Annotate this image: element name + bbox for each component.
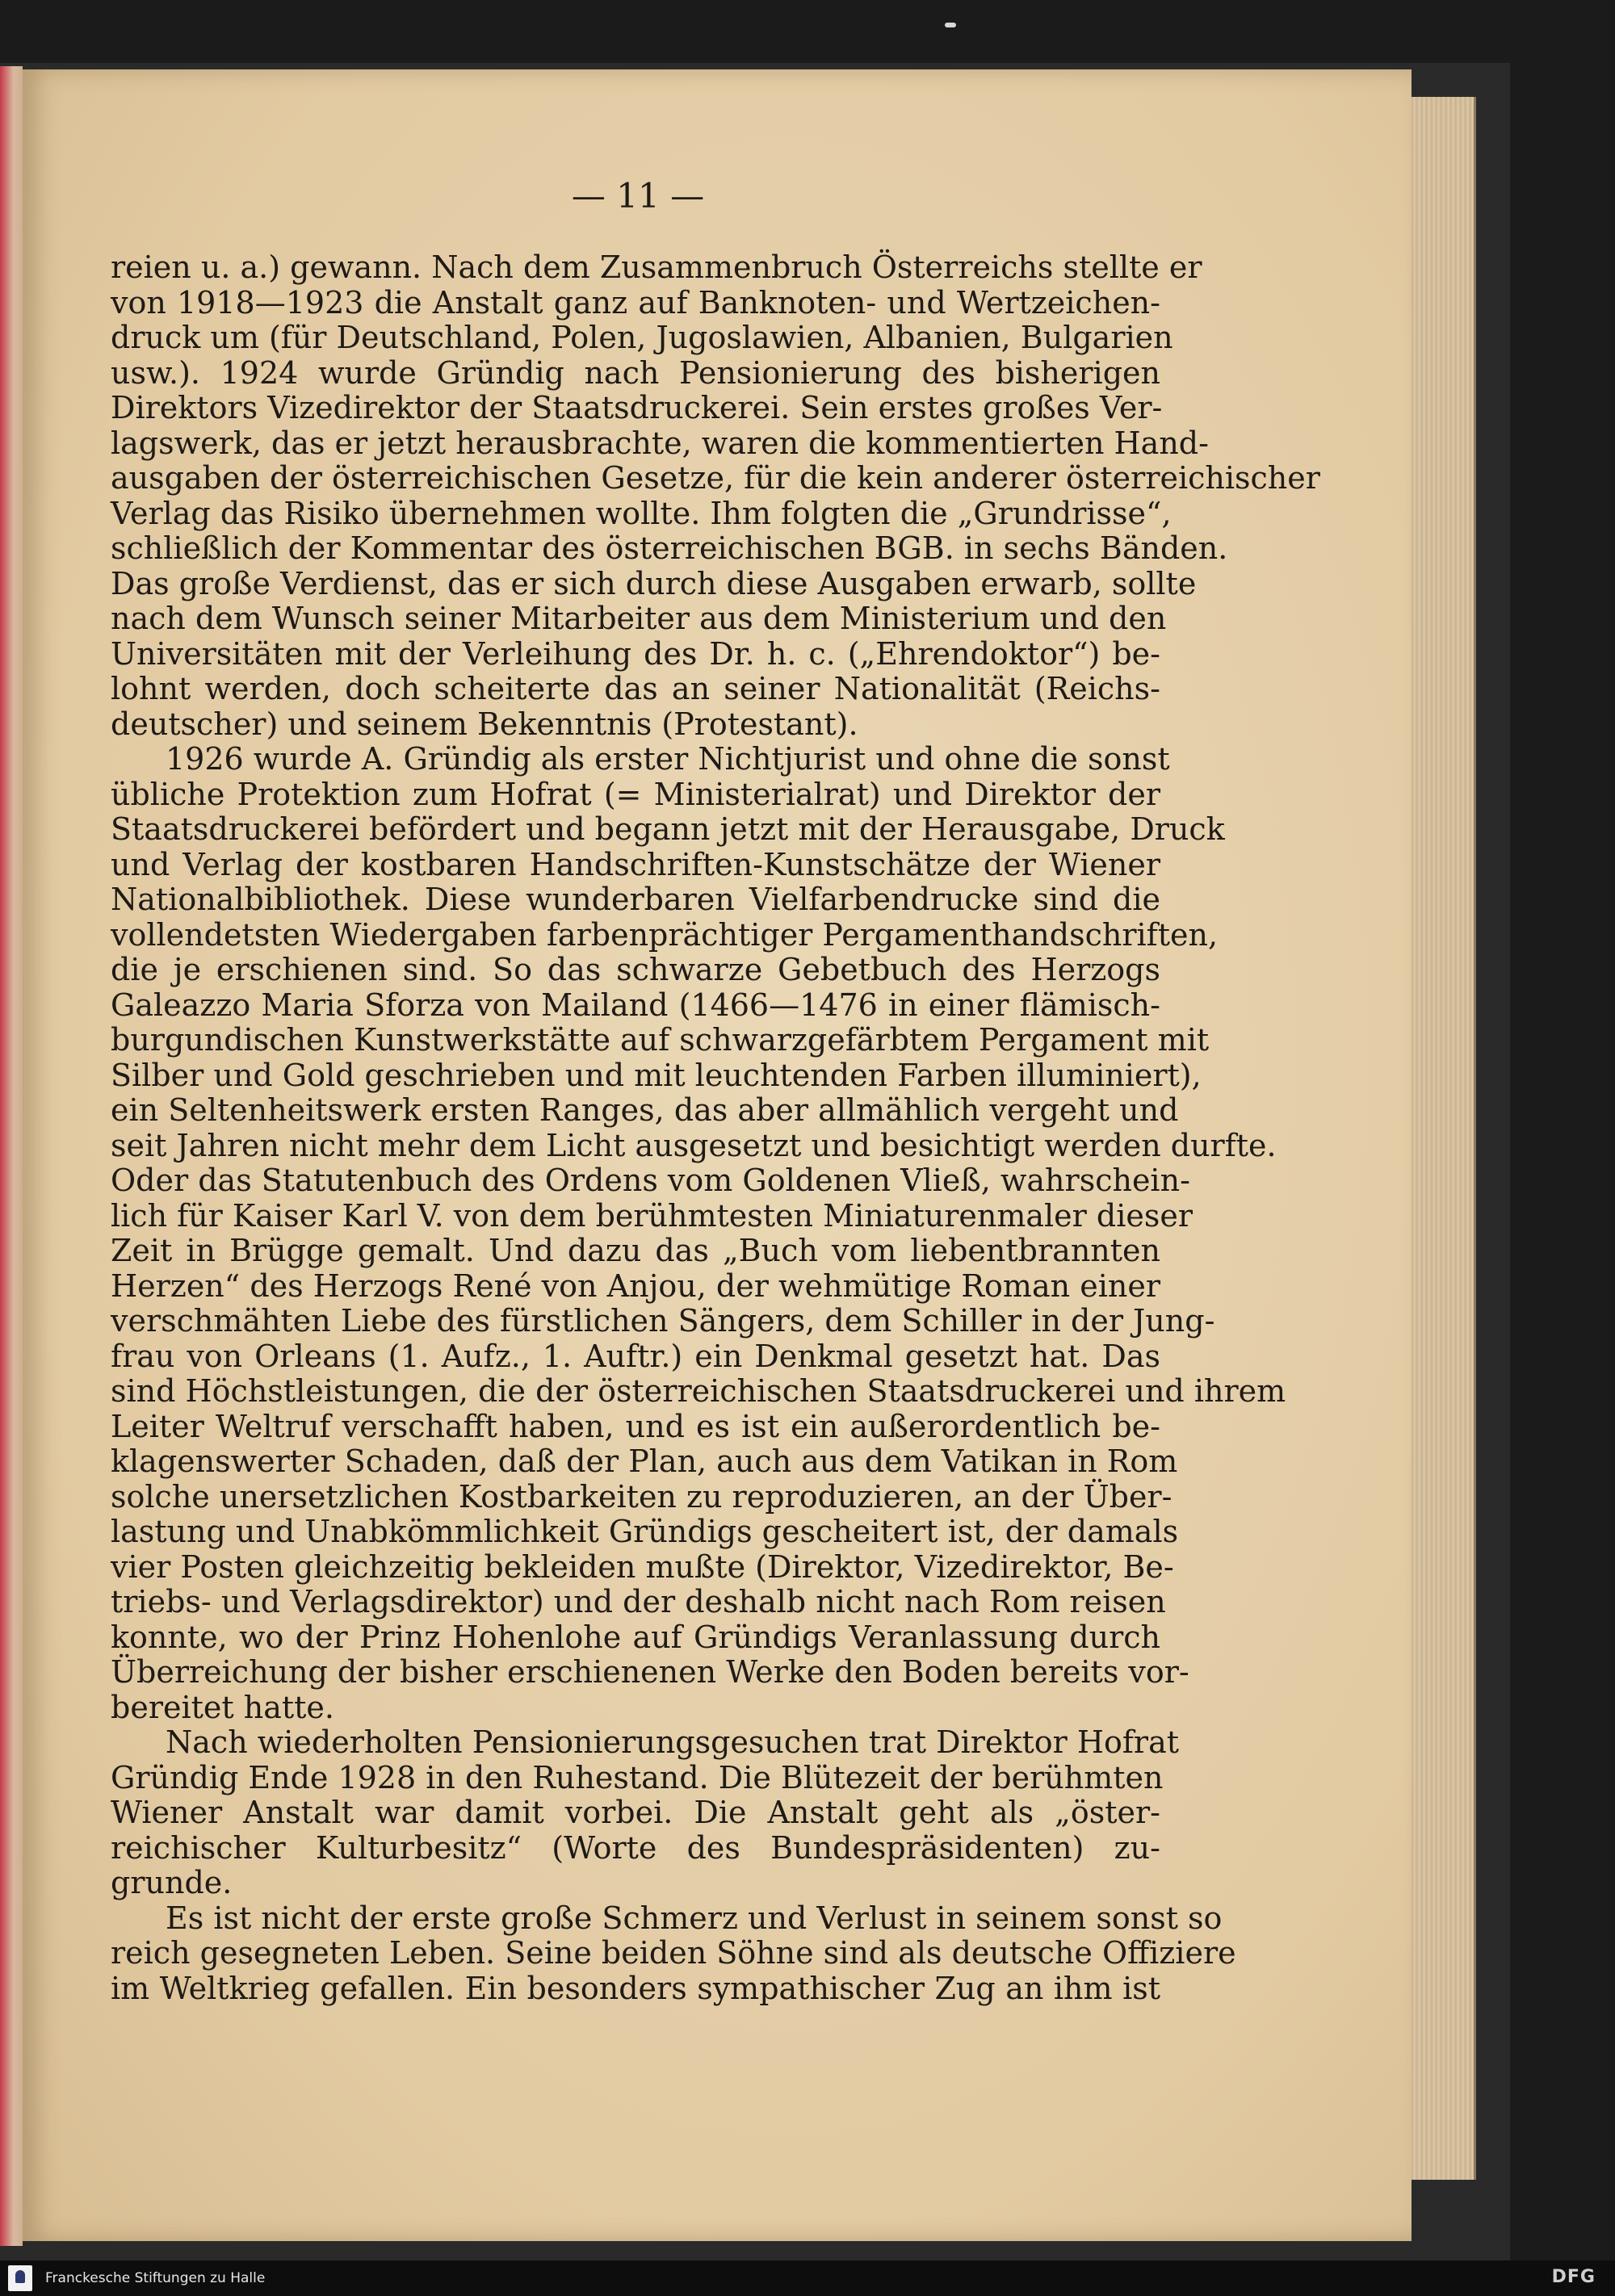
text-line: Zeit in Brügge gemalt. Und dazu das „Buch vom liebentbrannten xyxy=(111,1233,1160,1268)
text-line: lagswerk, das er jetzt herausbrachte, waren die kommentierten Hand- xyxy=(111,425,1209,461)
text-line: Gründig Ende 1928 in den Ruhestand. Die Blütezeit der berühmten xyxy=(111,1759,1164,1795)
text-line: Es ist nicht der erste große Schmerz und Verlust in seinem sonst so xyxy=(166,1900,1223,1936)
text-line: grunde. xyxy=(111,1865,233,1900)
text-line: ausgaben der österreichischen Gesetze, für die kein anderer österreichischer xyxy=(111,460,1320,496)
text-line: Staatsdruckerei befördert und begann jetzt mit der Herausgabe, Druck xyxy=(111,811,1225,847)
text-line: reien u. a.) gewann. Nach dem Zusammenbruch Österreichs stellte er xyxy=(111,249,1202,285)
text-line: solche unersetzlichen Kostbarkeiten zu reproduzieren, an der Über- xyxy=(111,1478,1172,1515)
text-line: lich für Kaiser Karl V. von dem berühmtesten Miniaturenmaler dieser xyxy=(111,1197,1193,1234)
text-line: Wiener Anstalt war damit vorbei. Die Anstalt geht als „öster- xyxy=(111,1795,1160,1830)
text-line: Nationalbibliothek. Diese wunderbaren Vielfarbendrucke sind die xyxy=(111,882,1160,917)
text-line: Direktors Vizedirektor der Staatsdruckerei. Sein erstes großes Ver- xyxy=(111,390,1163,425)
text-line: Das große Verdienst, das er sich durch diese Ausgaben erwarb, sollte xyxy=(111,565,1197,601)
text-line: frau von Orleans (1. Aufz., 1. Auftr.) ein Denkmal gesetzt hat. Das xyxy=(111,1338,1160,1374)
text-line: schließlich der Kommentar des österreichischen BGB. in sechs Bänden. xyxy=(111,530,1228,566)
text-line: lohnt werden, doch scheiterte das an seiner Nationalität (Reichs- xyxy=(111,671,1160,706)
text-line: bereitet hatte. xyxy=(111,1689,334,1725)
text-line: druck um (für Deutschland, Polen, Jugoslawien, Albanien, Bulgarien xyxy=(111,320,1173,355)
text-line: übliche Protektion zum Hofrat (= Ministerialrat) und Direktor der xyxy=(111,776,1160,812)
text-line: lastung und Unabkömmlichkeit Gründigs gescheitert ist, der damals xyxy=(111,1514,1179,1549)
text-line: triebs- und Verlagsdirektor) und der deshalb nicht nach Rom reisen xyxy=(111,1584,1166,1619)
text-line: burgundischen Kunstwerkstätte auf schwarzgefärbtem Pergament mit xyxy=(111,1022,1210,1058)
text-line: ein Seltenheitswerk ersten Ranges, das aber allmählich vergeht und xyxy=(111,1092,1179,1128)
text-line: verschmähten Liebe des fürstlichen Sängers, dem Schiller in der Jung- xyxy=(111,1303,1215,1339)
institution-name[interactable]: Franckesche Stiftungen zu Halle xyxy=(45,2270,266,2286)
text-line: sind Höchstleistungen, die der österreichischen Staatsdruckerei und ihrem xyxy=(111,1373,1286,1409)
text-line: reich gesegneten Leben. Seine beiden Söhne sind als deutsche Offiziere xyxy=(111,1935,1236,1971)
text-line: usw.). 1924 wurde Gründig nach Pensionierung des bisherigen xyxy=(111,354,1160,391)
viewer-footer xyxy=(0,2260,1615,2296)
text-line: Silber und Gold geschrieben und mit leuchtenden Farben illuminiert), xyxy=(111,1057,1202,1093)
text-line: Verlag das Risiko übernehmen wollte. Ihm folgten die „Grundrisse“, xyxy=(111,495,1172,531)
text-line: Überreichung der bisher erschienenen Werke den Boden bereits vor- xyxy=(111,1654,1189,1690)
text-line: Nach wiederholten Pensionierungsgesuchen trat Direktor Hofrat xyxy=(166,1724,1180,1760)
text-line: 1926 wurde A. Gründig als erster Nichtjurist und ohne die sonst xyxy=(166,741,1170,777)
text-line: klagenswerter Schaden, daß der Plan, auch aus dem Vatikan in Rom xyxy=(111,1443,1178,1479)
text-line: Leiter Weltruf verschafft haben, und es ist ein außerordentlich be- xyxy=(111,1408,1160,1444)
text-line: konnte, wo der Prinz Hohenlohe auf Gründigs Veranlassung durch xyxy=(111,1619,1160,1655)
text-line: seit Jahren nicht mehr dem Licht ausgesetzt und besichtigt werden durfte. xyxy=(111,1127,1277,1163)
page-text xyxy=(111,249,1320,2006)
book-spine-edge xyxy=(0,66,23,2246)
text-line: reichischer Kulturbesitz“ (Worte des Bundespräsidenten) zu- xyxy=(111,1829,1160,1866)
institution-logo-icon[interactable] xyxy=(8,2265,32,2291)
text-line: Galeazzo Maria Sforza von Mailand (1466—1476 in einer flämisch- xyxy=(111,987,1160,1023)
text-line: die je erschienen sind. So das schwarze Gebetbuch des Herzogs xyxy=(111,952,1160,987)
page-number: — 11 — xyxy=(571,176,705,216)
text-line: Universitäten mit der Verleihung des Dr. h. c. („Ehrendoktor“) be- xyxy=(111,635,1160,672)
text-line: und Verlag der kostbaren Handschriften-Kunstschätze der Wiener xyxy=(111,846,1160,882)
text-line: Oder das Statutenbuch des Ordens vom Goldenen Vließ, wahrschein- xyxy=(111,1163,1190,1198)
text-line: nach dem Wunsch seiner Mitarbeiter aus dem Ministerium und den xyxy=(111,601,1167,636)
text-line: vier Posten gleichzeitig bekleiden mußte (Direktor, Vizedirektor, Be- xyxy=(111,1548,1174,1585)
page-stack-edge xyxy=(1405,97,1476,2180)
text-line: deutscher) und seinem Bekenntnis (Protestant). xyxy=(111,706,858,742)
dfg-logo[interactable]: DFG xyxy=(1551,2267,1596,2287)
text-line: vollendetsten Wiedergaben farbenprächtiger Pergamenthandschriften, xyxy=(111,916,1219,953)
text-line: Herzen“ des Herzogs René von Anjou, der wehmütige Roman einer xyxy=(111,1267,1160,1304)
scan-mark xyxy=(945,23,956,27)
text-line: im Weltkrieg gefallen. Ein besonders sympathischer Zug an ihm ist xyxy=(111,1970,1160,2006)
text-line: von 1918—1923 die Anstalt ganz auf Banknoten- und Wertzeichen- xyxy=(111,284,1160,321)
